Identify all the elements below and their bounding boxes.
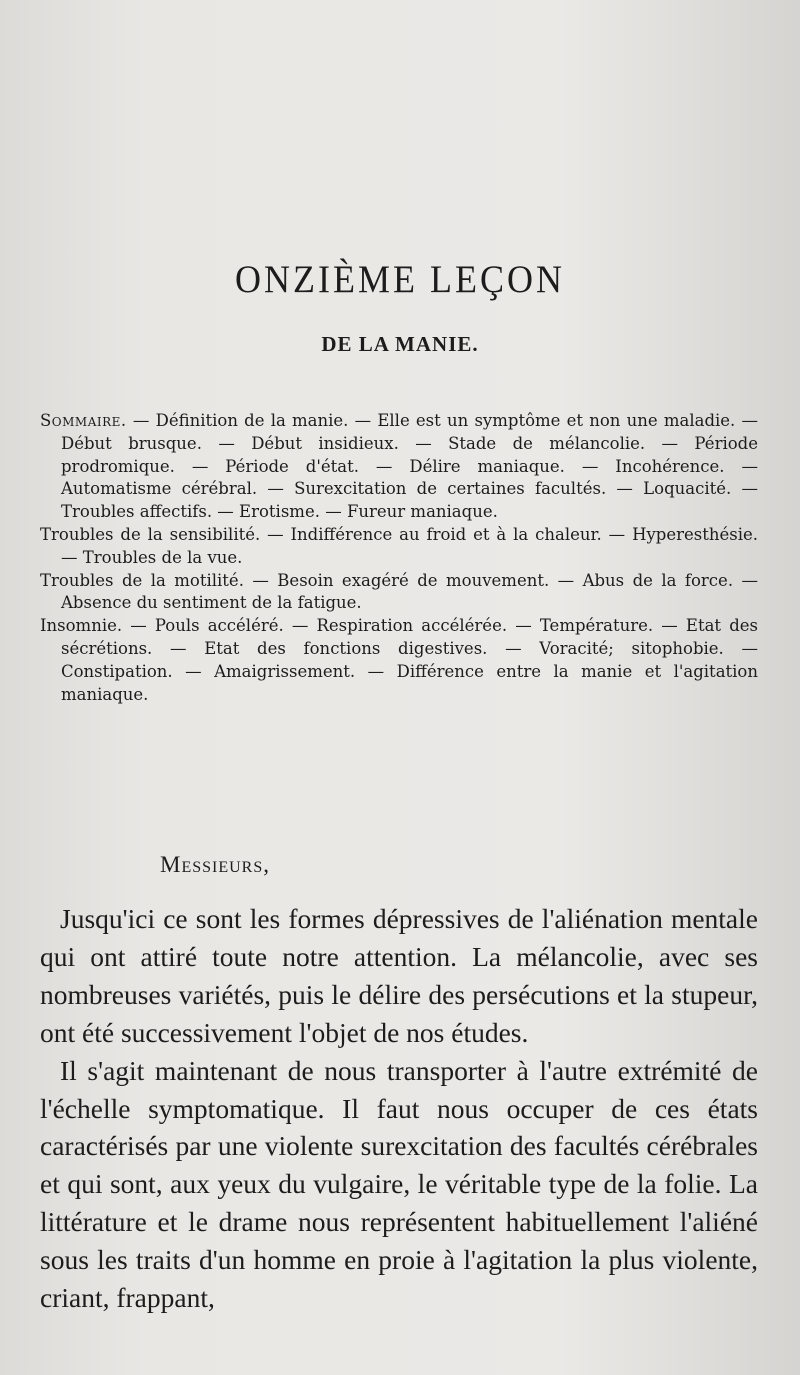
summary-paragraph: Insomnie. — Pouls accéléré. — Respiration accélérée. — Température. — Etat des sécrétions. — Etat des fonctions digestives. — Voracité; sitophobie. — Constipation. — Amaigrissement. — Différence entre la manie et l'agitation maniaque. [40, 616, 758, 704]
body-paragraph: Il s'agit maintenant de nous transporter à l'autre extrémité de l'échelle symptomatique. Il faut nous occuper de ces états caractérisés par une violente surexcitation des facultés cérébrales et qui sont, aux yeux du vulgaire, le véritable type de la folie. La littérature et le drame nous représentent habituellement l'aliéné sous les traits d'un homme en proie à l'agitation la plus violente, criant, frappant, [40, 1054, 758, 1314]
body-paragraph: Jusqu'ici ce sont les formes dépressives de l'aliénation mentale qui ont attiré toute notre attention. La mélancolie, avec ses nombreuses variétés, puis le délire des persécutions et la stupeur, ont été successivement l'objet de nos études. [40, 903, 758, 1048]
body-text [40, 900, 758, 1317]
section-title: DE LA MANIE. [321, 332, 479, 356]
greeting: Messieurs, [160, 852, 270, 877]
chapter-title: ONZIÈME LEÇON [235, 257, 565, 301]
summary [40, 410, 758, 706]
summary-paragraph: Troubles de la sensibilité. — Indifférence au froid et à la chaleur. — Hyperesthésie. — Troubles de la vue. [40, 524, 758, 567]
summary-text: — Définition de la manie. — Elle est un symptôme et non une maladie. — Début brusque. — Début insidieux. — Stade de mélancolie. — Période prodromique. — Période d'état. — Délire maniaque. — Incohérence. — Automatisme cérébral. — Surexcitation de certaines facultés. — Loquacité. — Troubles affectifs. — Erotisme. — Fureur maniaque. [61, 411, 759, 522]
summary-paragraph [40, 410, 758, 524]
summary-paragraph: Troubles de la motilité. — Besoin exagéré de mouvement. — Abus de la force. — Absence du sentiment de la fatigue. [40, 570, 758, 613]
summary-label: Sommaire. [40, 411, 127, 430]
